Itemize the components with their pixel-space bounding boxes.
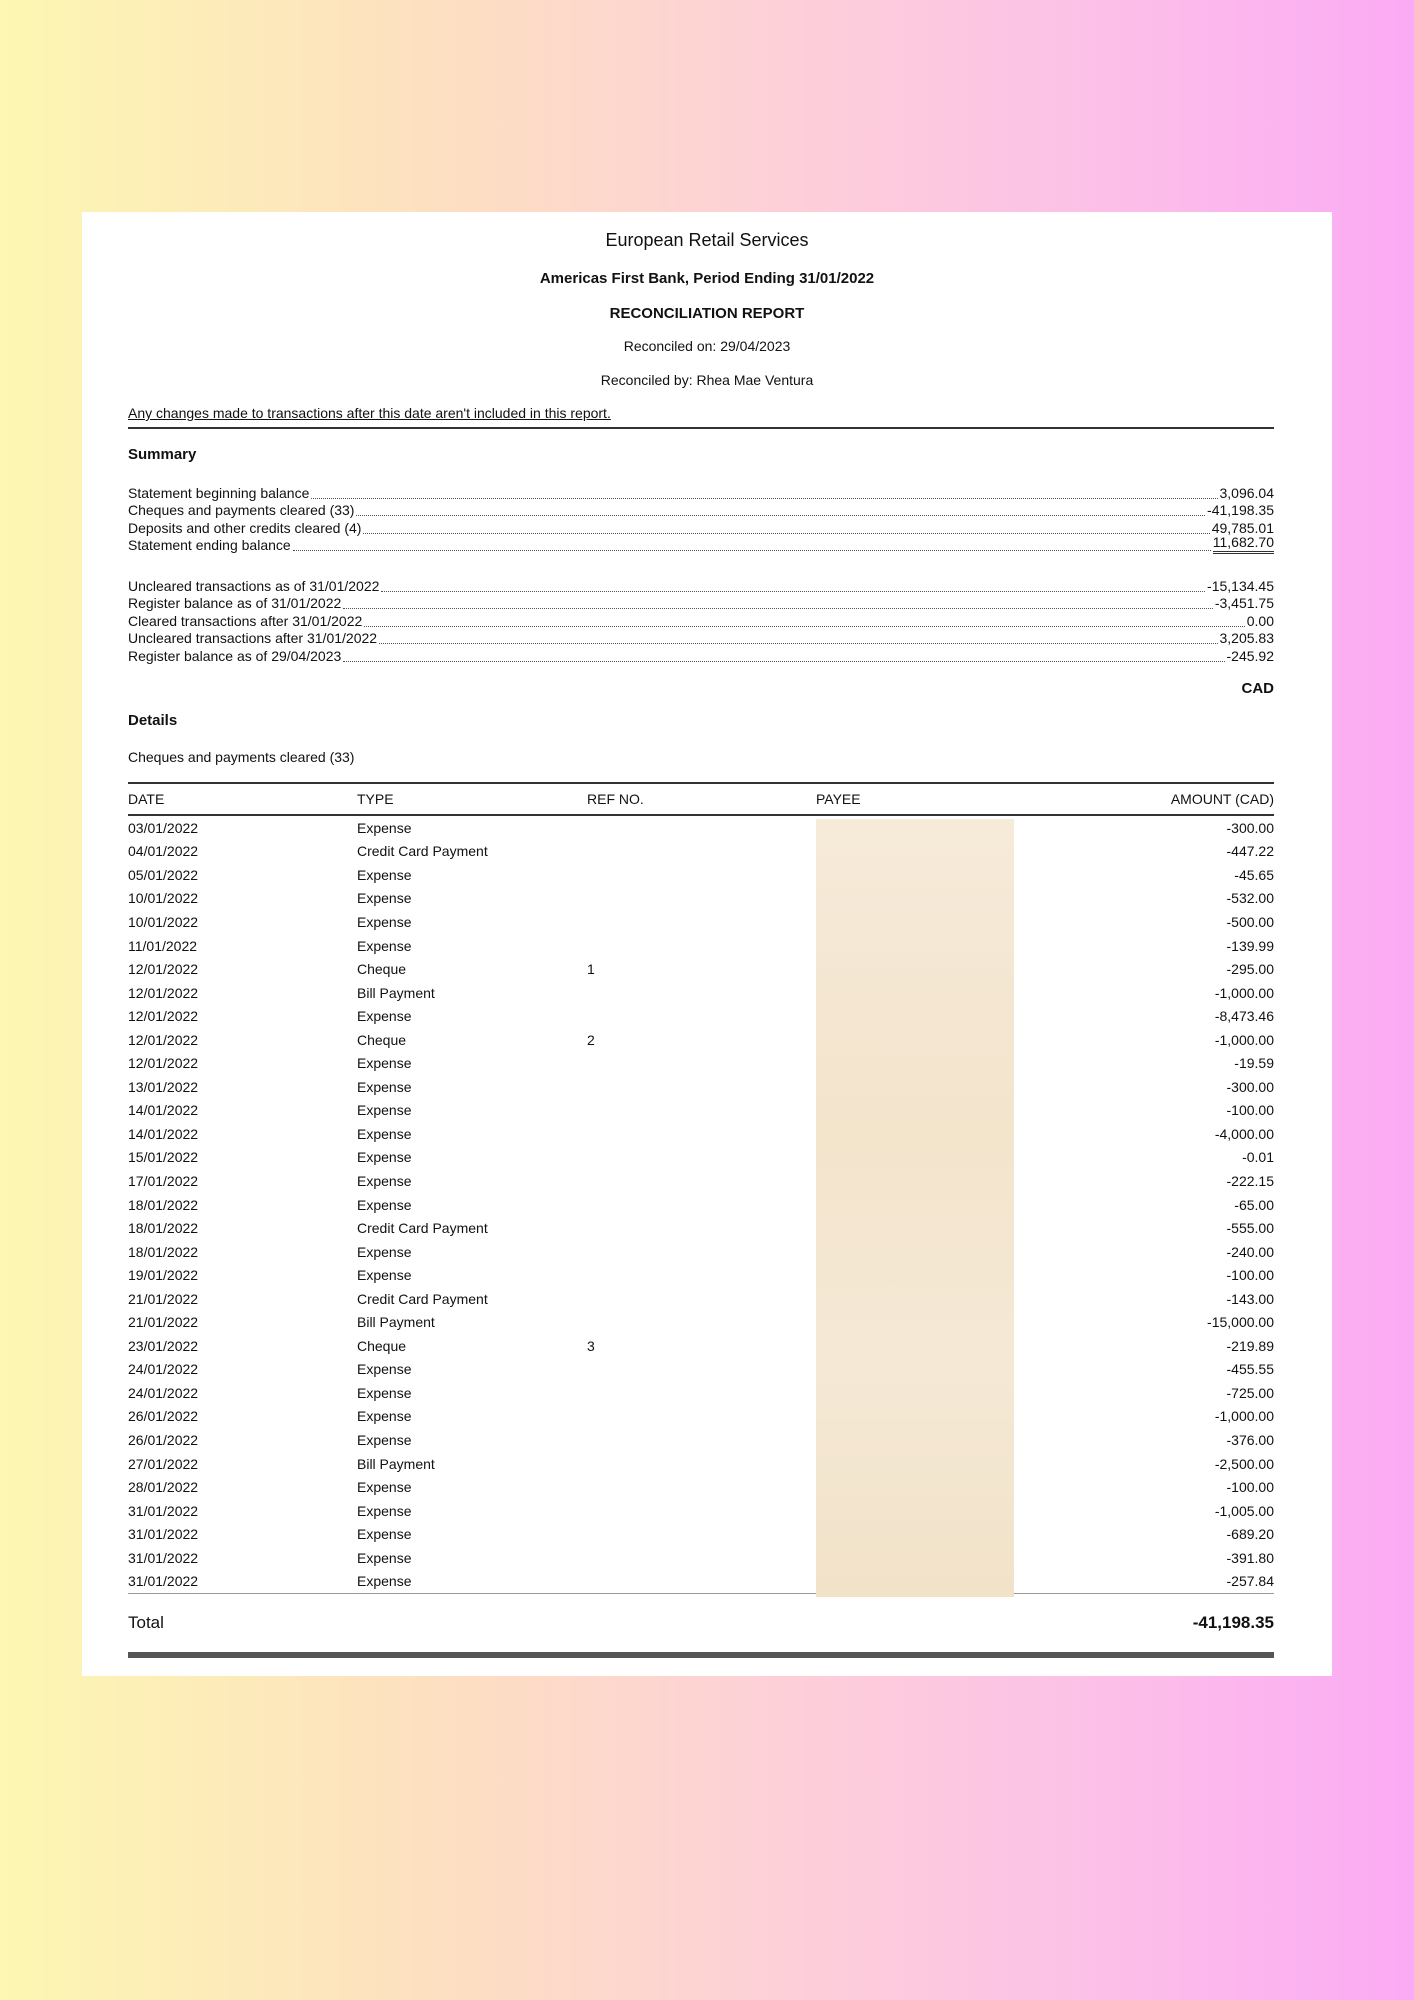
dotted-leader xyxy=(311,498,1217,499)
cell-date: 21/01/2022 xyxy=(128,1314,199,1331)
summary-row-label: Statement beginning balance xyxy=(128,484,310,501)
cell-amount: -100.00 xyxy=(1226,1102,1274,1119)
summary-group-balances xyxy=(128,484,1274,554)
cell-type: Expense xyxy=(357,1243,412,1260)
cell-amount: -1,000.00 xyxy=(1214,1408,1274,1425)
cell-amount: -1,005.00 xyxy=(1214,1502,1274,1519)
cell-date: 18/01/2022 xyxy=(128,1220,199,1237)
cell-type: Expense xyxy=(357,1573,412,1590)
summary-row xyxy=(128,519,1274,537)
bank-period: Americas First Bank, Period Ending 31/01/2022 xyxy=(539,270,875,287)
cell-amount: -2,500.00 xyxy=(1214,1455,1274,1472)
cell-type: Expense xyxy=(357,1502,412,1519)
table-row xyxy=(128,910,1274,934)
reconciled-on: Reconciled on: 29/04/2023 xyxy=(623,338,791,354)
table-row xyxy=(128,1028,1274,1052)
col-payee-header: PAYEE xyxy=(816,791,861,807)
table-row xyxy=(128,1216,1274,1240)
cell-amount: -295.00 xyxy=(1226,961,1274,978)
table-row xyxy=(128,1381,1274,1405)
cell-type: Expense xyxy=(357,1479,412,1496)
table-row xyxy=(128,957,1274,981)
total-double-rule xyxy=(128,1652,1274,1658)
col-amount-header: AMOUNT (CAD) xyxy=(1170,791,1274,807)
cell-amount: -376.00 xyxy=(1226,1431,1274,1448)
table-row xyxy=(128,1334,1274,1358)
summary-row xyxy=(128,612,1274,630)
cell-date: 18/01/2022 xyxy=(128,1243,199,1260)
cell-amount: -455.55 xyxy=(1226,1361,1274,1378)
summary-row-value: 11,682.70 xyxy=(1213,534,1274,554)
summary-row xyxy=(128,647,1274,665)
table-row xyxy=(128,934,1274,958)
cell-amount: -257.84 xyxy=(1226,1573,1274,1590)
cell-amount: -300.00 xyxy=(1226,819,1274,836)
cell-type: Expense xyxy=(357,937,412,954)
summary-row-label: Cheques and payments cleared (33) xyxy=(128,502,355,518)
cell-type: Expense xyxy=(357,890,412,907)
cell-type: Bill Payment xyxy=(357,1314,435,1331)
cell-date: 24/01/2022 xyxy=(128,1384,199,1401)
dotted-leader xyxy=(356,515,1205,516)
dotted-leader xyxy=(343,608,1213,609)
cell-type: Bill Payment xyxy=(357,984,435,1001)
cell-amount: -19.59 xyxy=(1234,1055,1274,1072)
cell-amount: -500.00 xyxy=(1226,913,1274,930)
cell-type: Expense xyxy=(357,1267,412,1284)
cell-type: Expense xyxy=(357,1149,412,1166)
table-row xyxy=(128,981,1274,1005)
table-row xyxy=(128,1546,1274,1570)
cell-date: 26/01/2022 xyxy=(128,1431,199,1448)
col-date-header: DATE xyxy=(128,791,165,807)
reconciled-by: Reconciled by: Rhea Mae Ventura xyxy=(600,372,814,388)
cell-date: 04/01/2022 xyxy=(128,843,199,860)
cell-amount: -725.00 xyxy=(1226,1384,1274,1401)
table-row xyxy=(128,1169,1274,1193)
details-heading: Details xyxy=(128,712,178,729)
cell-amount: -143.00 xyxy=(1226,1290,1274,1307)
cell-date: 31/01/2022 xyxy=(128,1573,199,1590)
cell-amount: -689.20 xyxy=(1226,1526,1274,1543)
cell-type: Expense xyxy=(357,913,412,930)
table-row xyxy=(128,1452,1274,1476)
dotted-leader xyxy=(363,533,1209,534)
cell-amount: -532.00 xyxy=(1226,890,1274,907)
table-row xyxy=(128,1287,1274,1311)
dotted-leader xyxy=(364,626,1244,627)
summary-row-label: Deposits and other credits cleared (4) xyxy=(128,519,362,536)
cell-type: Expense xyxy=(357,1526,412,1543)
table-row xyxy=(128,1475,1274,1499)
cell-type: Expense xyxy=(357,866,412,883)
cell-amount: -139.99 xyxy=(1226,937,1274,954)
summary-currency: CAD xyxy=(1241,680,1274,697)
cell-date: 31/01/2022 xyxy=(128,1526,199,1543)
cell-amount: -1,000.00 xyxy=(1214,984,1274,1001)
summary-row xyxy=(128,595,1274,613)
col-type-header: TYPE xyxy=(357,791,394,807)
report-page xyxy=(82,212,1332,1676)
summary-row-value: -245.92 xyxy=(1226,647,1274,664)
summary-row-value: -41,198.35 xyxy=(1207,502,1274,518)
cell-type: Cheque xyxy=(357,1031,407,1048)
cell-date: 10/01/2022 xyxy=(128,913,199,930)
cell-date: 11/01/2022 xyxy=(128,937,198,954)
table-row xyxy=(128,1522,1274,1546)
cell-date: 24/01/2022 xyxy=(128,1361,199,1378)
cell-type: Expense xyxy=(357,1196,412,1213)
cell-date: 15/01/2022 xyxy=(128,1149,199,1166)
table-row xyxy=(128,887,1274,911)
cell-amount: -222.15 xyxy=(1226,1172,1274,1189)
table-row xyxy=(128,1075,1274,1099)
report-title: RECONCILIATION REPORT xyxy=(609,305,805,322)
cell-date: 26/01/2022 xyxy=(128,1408,199,1425)
cell-amount: -0.01 xyxy=(1242,1149,1274,1166)
dotted-leader xyxy=(379,643,1217,644)
summary-row-value: 3,096.04 xyxy=(1219,484,1274,501)
cell-date: 13/01/2022 xyxy=(128,1078,199,1095)
cell-ref: 1 xyxy=(587,961,595,978)
cell-date: 05/01/2022 xyxy=(128,866,199,883)
company-name: European Retail Services xyxy=(605,230,809,250)
table-row xyxy=(128,1263,1274,1287)
cell-type: Expense xyxy=(357,1549,412,1566)
cell-date: 12/01/2022 xyxy=(128,984,199,1001)
summary-row xyxy=(128,630,1274,648)
cell-date: 03/01/2022 xyxy=(128,819,199,836)
cell-date: 17/01/2022 xyxy=(128,1172,199,1189)
table-row xyxy=(128,840,1274,864)
table-row xyxy=(128,1240,1274,1264)
summary-row xyxy=(128,502,1274,520)
table-row xyxy=(128,1099,1274,1123)
summary-row-value: 49,785.01 xyxy=(1211,519,1274,536)
summary-row xyxy=(128,577,1274,595)
cell-type: Expense xyxy=(357,1361,412,1378)
cell-date: 14/01/2022 xyxy=(128,1125,199,1142)
cell-date: 12/01/2022 xyxy=(128,1055,199,1072)
total-value: -41,198.35 xyxy=(1192,1613,1274,1633)
cell-date: 12/01/2022 xyxy=(128,961,199,978)
summary-row-label: Cleared transactions after 31/01/2022 xyxy=(128,612,363,629)
cell-type: Credit Card Payment xyxy=(357,1290,488,1307)
cell-amount: -8,473.46 xyxy=(1214,1008,1274,1025)
cell-type: Expense xyxy=(357,819,412,836)
cell-amount: -65.00 xyxy=(1234,1196,1274,1213)
table-row xyxy=(128,1193,1274,1217)
cell-date: 21/01/2022 xyxy=(128,1290,199,1307)
summary-group-register xyxy=(128,577,1274,665)
cell-date: 18/01/2022 xyxy=(128,1196,199,1213)
cell-amount: -300.00 xyxy=(1226,1078,1274,1095)
cell-amount: -1,000.00 xyxy=(1214,1031,1274,1048)
cell-amount: -4,000.00 xyxy=(1214,1125,1274,1142)
transactions-table xyxy=(128,782,1274,1658)
table-row xyxy=(128,816,1274,840)
summary-row xyxy=(128,484,1274,502)
cell-amount: -100.00 xyxy=(1226,1479,1274,1496)
cell-amount: -45.65 xyxy=(1234,866,1274,883)
cell-date: 28/01/2022 xyxy=(128,1479,199,1496)
table-body xyxy=(128,816,1274,1593)
dotted-leader xyxy=(343,661,1224,662)
summary-row-label: Statement ending balance xyxy=(128,537,291,553)
notice-text: Any changes made to transactions after this date aren't included in this report. xyxy=(128,405,1274,429)
summary-row-value: 3,205.83 xyxy=(1219,630,1274,646)
cell-ref: 2 xyxy=(587,1031,595,1048)
summary-row-label: Uncleared transactions as of 31/01/2022 xyxy=(128,577,380,594)
cell-amount: -219.89 xyxy=(1226,1337,1274,1354)
total-label: Total xyxy=(128,1613,164,1633)
summary-row-label: Register balance as of 31/01/2022 xyxy=(128,595,342,611)
table-row xyxy=(128,1570,1274,1594)
summary-row-value: -3,451.75 xyxy=(1214,595,1274,611)
cell-type: Cheque xyxy=(357,961,407,978)
cell-date: 31/01/2022 xyxy=(128,1502,199,1519)
cell-date: 10/01/2022 xyxy=(128,890,199,907)
details-subheading: Cheques and payments cleared (33) xyxy=(128,749,355,765)
cell-date: 14/01/2022 xyxy=(128,1102,199,1119)
cell-type: Credit Card Payment xyxy=(357,843,488,860)
cell-date: 31/01/2022 xyxy=(128,1549,199,1566)
table-row xyxy=(128,1358,1274,1382)
table-row xyxy=(128,1428,1274,1452)
cell-ref: 3 xyxy=(587,1337,595,1354)
cell-type: Expense xyxy=(357,1384,412,1401)
cell-type: Expense xyxy=(357,1172,412,1189)
cell-type: Expense xyxy=(357,1008,412,1025)
cell-date: 12/01/2022 xyxy=(128,1008,199,1025)
col-ref-header: REF NO. xyxy=(587,791,644,807)
cell-type: Expense xyxy=(357,1055,412,1072)
summary-row xyxy=(128,534,1274,555)
table-row xyxy=(128,1004,1274,1028)
cell-amount: -555.00 xyxy=(1226,1220,1274,1237)
summary-row-value: -15,134.45 xyxy=(1207,577,1274,594)
table-row xyxy=(128,1146,1274,1170)
dotted-leader xyxy=(293,550,1211,551)
table-row xyxy=(128,1405,1274,1429)
cell-type: Credit Card Payment xyxy=(357,1220,488,1237)
cell-date: 19/01/2022 xyxy=(128,1267,199,1284)
summary-row-label: Uncleared transactions after 31/01/2022 xyxy=(128,630,378,646)
cell-type: Expense xyxy=(357,1408,412,1425)
table-header xyxy=(128,782,1274,816)
cell-amount: -15,000.00 xyxy=(1207,1314,1274,1331)
summary-heading-label: Summary xyxy=(128,446,197,463)
cell-type: Expense xyxy=(357,1102,412,1119)
cell-date: 12/01/2022 xyxy=(128,1031,199,1048)
cell-type: Cheque xyxy=(357,1337,407,1354)
table-row xyxy=(128,1499,1274,1523)
cell-type: Expense xyxy=(357,1431,412,1448)
table-row xyxy=(128,1122,1274,1146)
total-row xyxy=(128,1594,1274,1652)
cell-amount: -240.00 xyxy=(1226,1243,1274,1260)
cell-amount: -100.00 xyxy=(1226,1267,1274,1284)
summary-row-label: Register balance as of 29/04/2023 xyxy=(128,647,342,664)
dotted-leader xyxy=(381,591,1205,592)
table-row xyxy=(128,863,1274,887)
cell-date: 23/01/2022 xyxy=(128,1337,199,1354)
cell-type: Expense xyxy=(357,1125,412,1142)
table-row xyxy=(128,1310,1274,1334)
cell-type: Expense xyxy=(357,1078,412,1095)
cell-type: Bill Payment xyxy=(357,1455,435,1472)
cell-date: 27/01/2022 xyxy=(128,1455,199,1472)
cell-amount: -447.22 xyxy=(1226,843,1274,860)
table-row xyxy=(128,1051,1274,1075)
summary-row-value: 0.00 xyxy=(1246,612,1274,629)
cell-amount: -391.80 xyxy=(1226,1549,1274,1566)
